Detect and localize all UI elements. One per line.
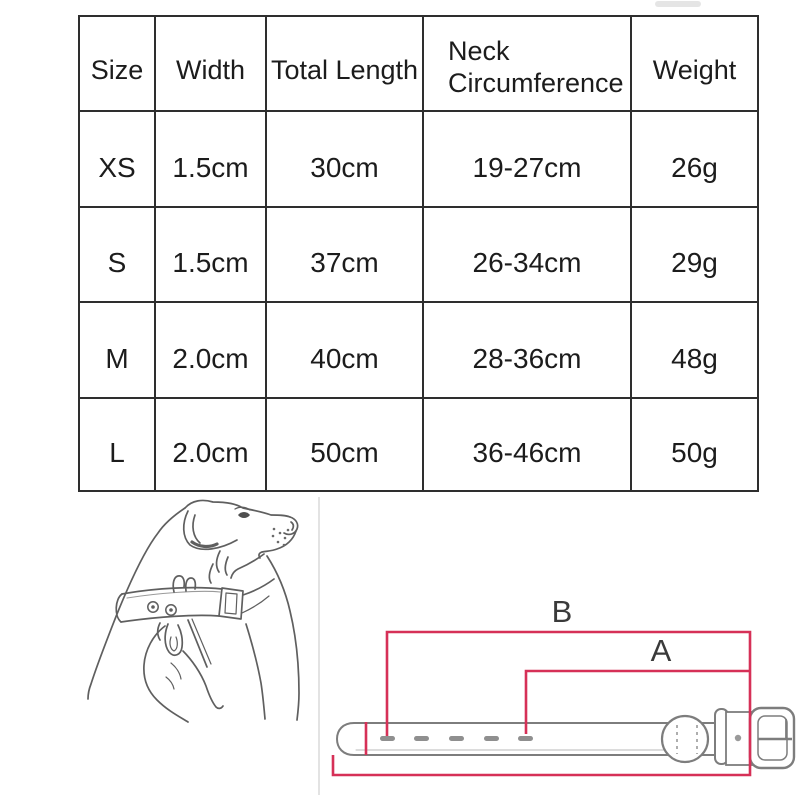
dog-jaw	[231, 554, 264, 578]
cell-s-width: 1.5cm	[156, 208, 267, 303]
cell-s-weight: 29g	[632, 208, 757, 303]
collar-grommets	[148, 602, 176, 615]
cell-xs-neck: 19-27cm	[424, 112, 632, 208]
label-a: A	[650, 633, 672, 668]
strap-hole	[449, 736, 464, 741]
hand-finger	[186, 578, 196, 591]
dog-fur-stroke	[225, 557, 228, 575]
cell-m-neck: 28-36cm	[424, 303, 632, 399]
dog-fit-illustration	[70, 493, 320, 800]
cell-s-length: 37cm	[267, 208, 424, 303]
cell-xs-size: XS	[80, 112, 156, 208]
header-total-length: Total Length	[267, 17, 424, 112]
cell-m-weight: 48g	[632, 303, 757, 399]
header-weight: Weight	[632, 17, 757, 112]
cell-l-size: L	[80, 399, 156, 490]
hand-crease	[166, 677, 174, 689]
cell-m-length: 40cm	[267, 303, 424, 399]
dog-ear-fold	[192, 542, 217, 546]
strap-hole	[414, 736, 429, 741]
dog-throat-line	[246, 624, 265, 719]
cell-m-width: 2.0cm	[156, 303, 267, 399]
dog-nostril	[291, 522, 293, 530]
dog-fur-stroke	[209, 564, 213, 583]
dog-head-outline	[185, 500, 290, 517]
hand-finger	[173, 576, 184, 592]
cell-s-size: S	[80, 208, 156, 303]
dog-ear-inner	[193, 515, 200, 543]
header-width: Width	[156, 17, 267, 112]
dog-collar-continuation	[243, 579, 274, 595]
dog-eye	[238, 512, 250, 518]
dog-collar-bottom-edge	[121, 615, 219, 622]
dog-fur-stroke	[216, 551, 220, 572]
dog-neck-back	[88, 508, 185, 699]
header-neck-circumference: Neck Circumference	[424, 17, 632, 112]
cell-m-size: M	[80, 303, 156, 399]
header-size: Size	[80, 17, 156, 112]
scan-artifact	[655, 1, 701, 7]
label-b: B	[551, 594, 573, 629]
dog-collar-buckle	[219, 588, 243, 619]
strap-hole	[380, 736, 395, 741]
collar-measurement-diagram	[330, 558, 800, 800]
hand-fingernail	[170, 637, 177, 651]
hand-crease	[171, 663, 181, 679]
cell-s-neck: 26-34cm	[424, 208, 632, 303]
cell-xs-length: 30cm	[267, 112, 424, 208]
strap-hole	[518, 736, 533, 741]
size-table	[78, 15, 759, 492]
dog-collar-buckle-inner	[225, 593, 237, 614]
strap-hole	[484, 736, 499, 741]
cell-l-weight: 50g	[671, 437, 718, 469]
strap-fold-hole	[735, 735, 741, 741]
cell-l-length: 50cm	[267, 399, 424, 490]
keeper-loop	[662, 716, 708, 762]
cell-xs-width: 1.5cm	[156, 112, 267, 208]
cell-l-width: 2.0cm	[156, 399, 267, 490]
dog-collar-strap-end	[192, 619, 211, 664]
dog-collar-continuation	[242, 596, 269, 613]
cell-l-neck: 36-46cm	[424, 399, 632, 490]
cell-xs-weight: 26g	[632, 112, 757, 208]
hand-right-edge	[183, 651, 223, 708]
